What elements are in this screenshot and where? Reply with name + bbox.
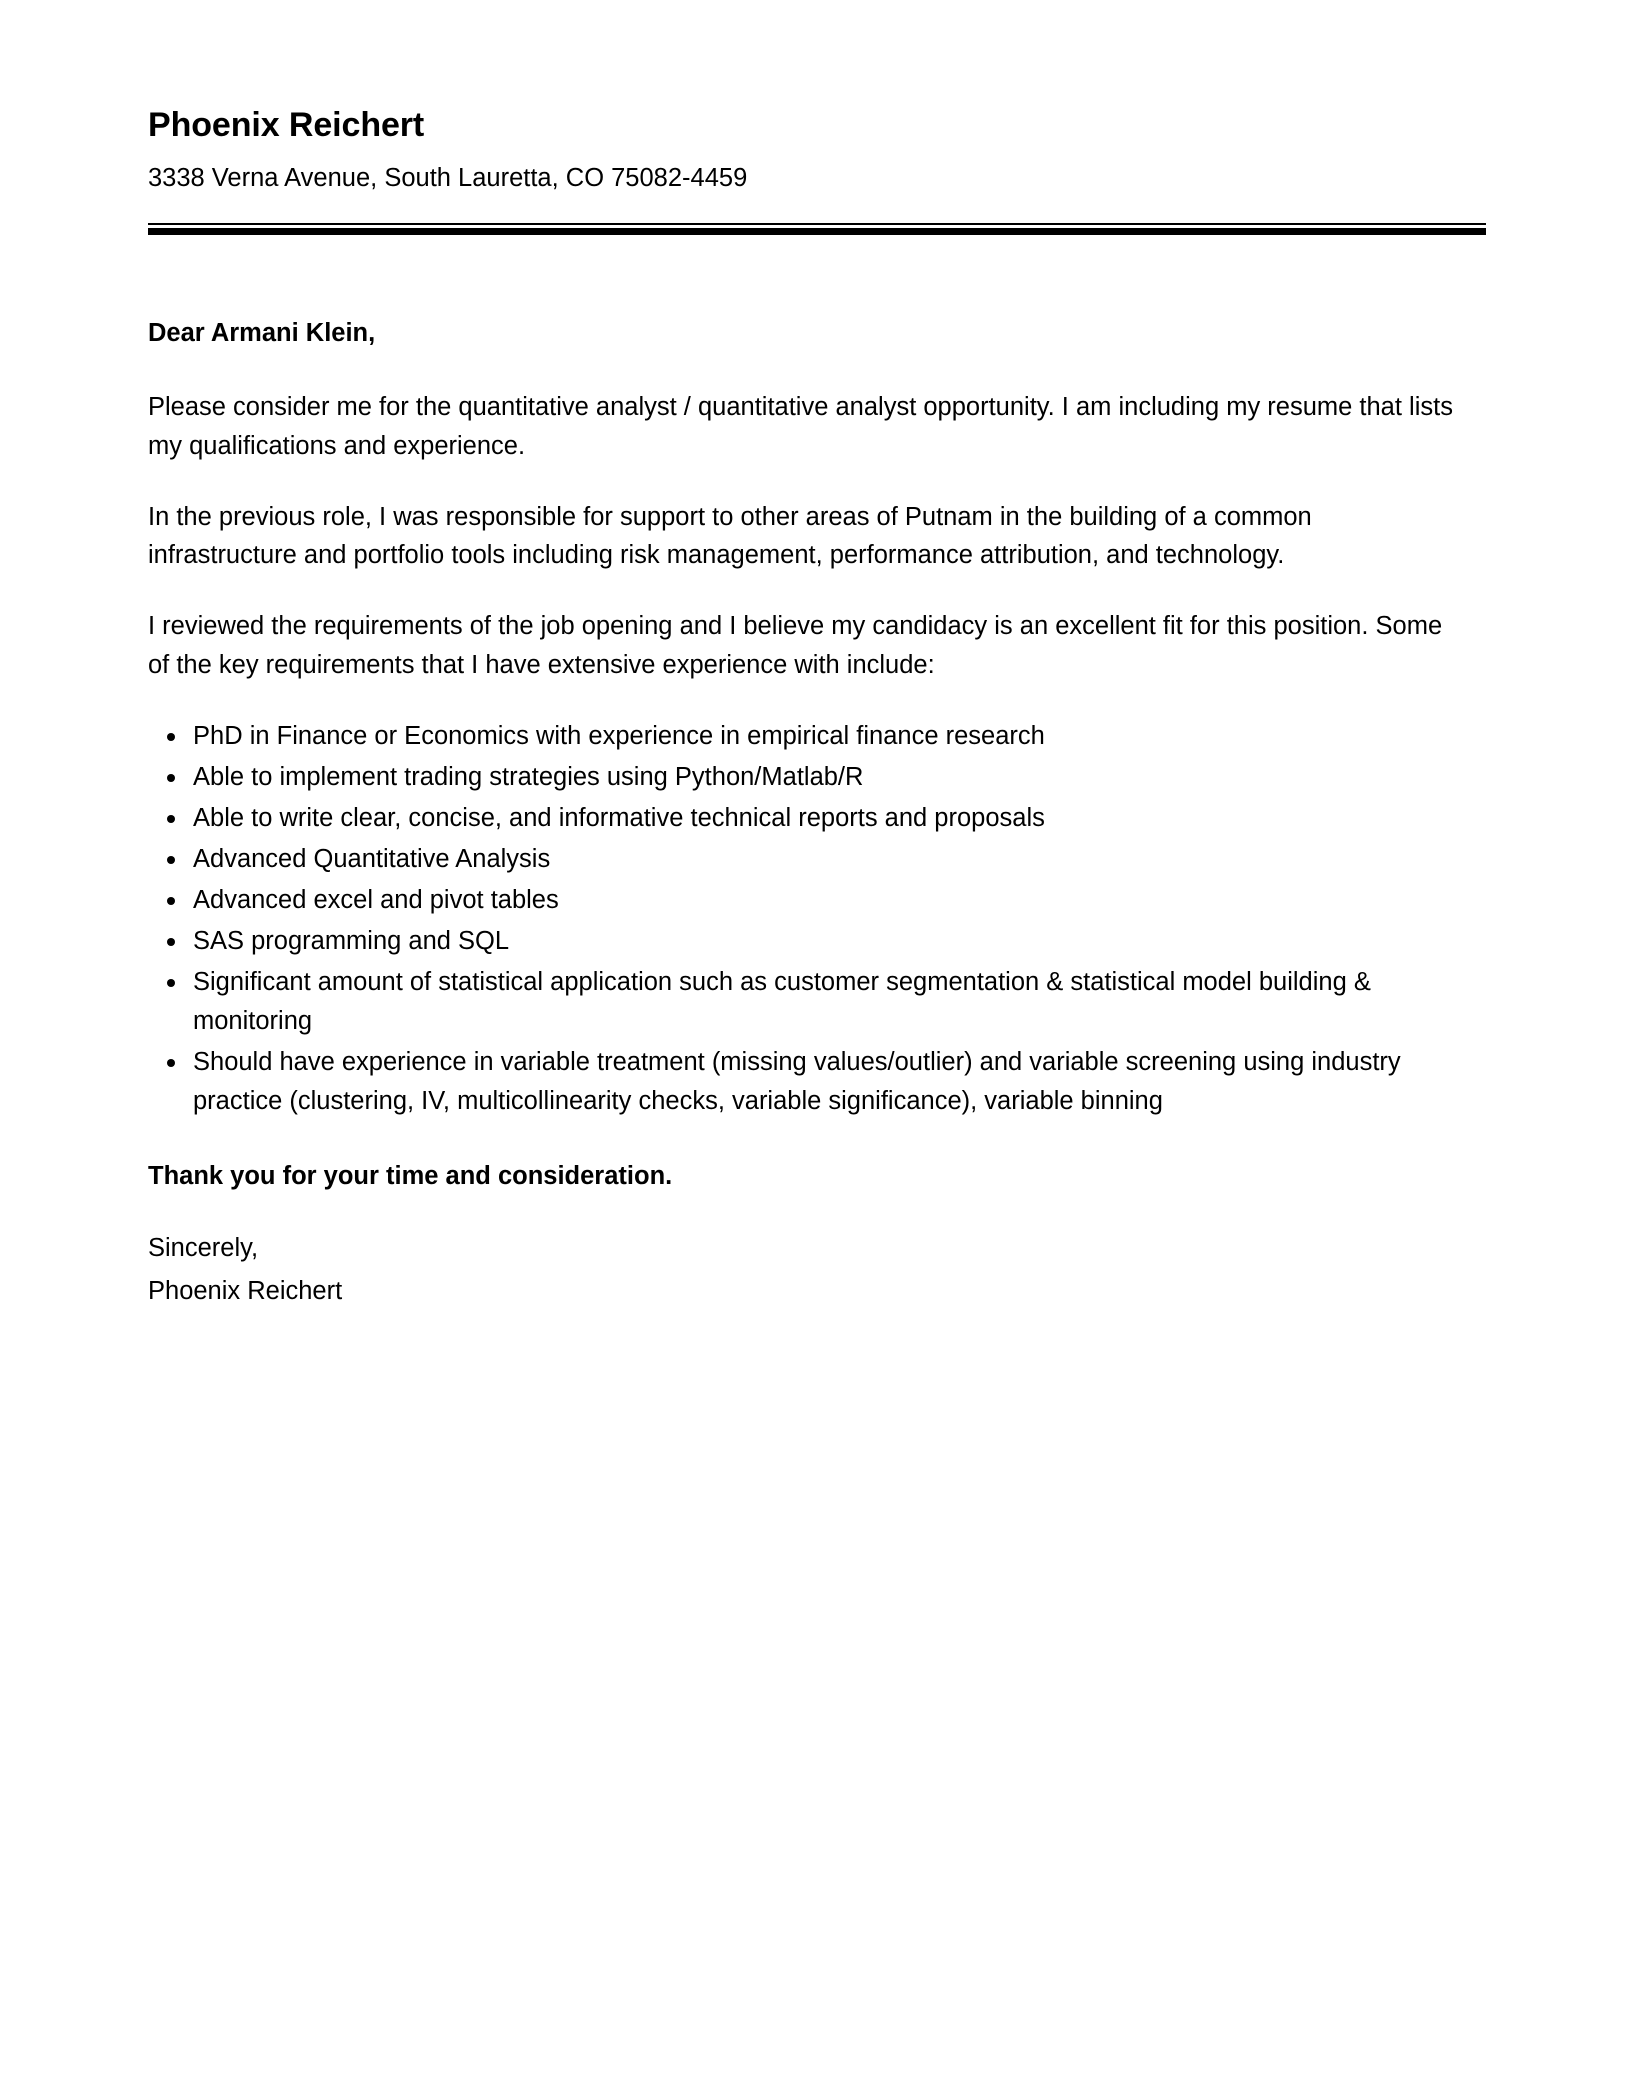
list-item: Advanced Quantitative Analysis [148,840,1438,879]
paragraph-experience: In the previous role, I was responsible for support to other areas of Putnam in the building of a common infrastructure and portfolio tools including risk management, performance attribution, and technology. [148,502,1312,570]
list-item: PhD in Finance or Economics with experience in empirical finance research [148,717,1438,756]
salutation: Dear Armani Klein, [148,318,376,347]
list-item: Able to write clear, concise, and informative technical reports and proposals [148,799,1438,838]
divider-thin-line [148,223,1486,225]
list-item: Should have experience in variable treatment (missing values/outlier) and variable screening using industry practice (clustering, IV, multicollinearity checks, variable significance), variable binning [148,1043,1438,1121]
closing-salutation: Sincerely, [148,1233,259,1262]
sender-address: 3338 Verna Avenue, South Lauretta, CO 75082-4459 [148,163,748,192]
sender-name: Phoenix Reichert [148,106,425,144]
list-item: Able to implement trading strategies using Python/Matlab/R [148,758,1438,797]
signature-name: Phoenix Reichert [148,1276,343,1305]
list-item: Advanced excel and pivot tables [148,881,1438,920]
requirements-list [148,717,1438,1121]
paragraph-requirements-intro: I reviewed the requirements of the job opening and I believe my candidacy is an excellent fit for this position. Some of the key requirements that I have extensive experience with include: [148,612,1443,679]
thank-you-line: Thank you for your time and consideration. [148,1161,673,1190]
list-item: SAS programming and SQL [148,922,1438,961]
document-content [148,104,1483,1310]
letter-body [148,314,1483,1311]
paragraph-intro: Please consider me for the quantitative analyst / quantitative analyst opportunity. I am including my resume that lists my qualifications and experience. [148,393,1453,460]
letterhead [148,104,1483,234]
divider-thick-line [148,228,1486,235]
header-divider [148,223,1486,234]
list-item: Significant amount of statistical application such as customer segmentation & statistical model building & monitoring [148,963,1438,1041]
